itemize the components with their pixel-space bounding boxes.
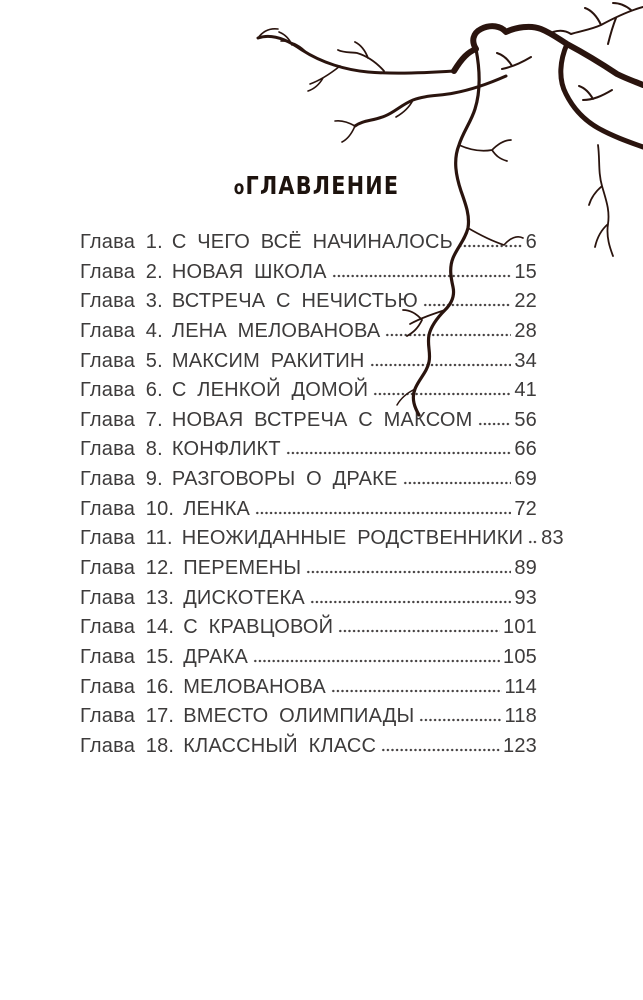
dotted-leader	[403, 481, 512, 485]
toc-entry-label: Глава 3.	[80, 290, 163, 313]
dotted-leader	[528, 540, 538, 544]
toc-entry[interactable]	[80, 409, 537, 439]
toc-entry-page: 6	[525, 231, 537, 253]
toc-entry-title: ВМЕСТО ОЛИМПИАДЫ	[183, 705, 415, 728]
dotted-leader	[370, 363, 512, 367]
toc-entry-title: МАКСИМ РАКИТИН	[171, 349, 365, 372]
toc-entry-page: 41	[514, 379, 537, 402]
toc-entry[interactable]	[80, 587, 537, 617]
toc-entry-page: 123	[503, 734, 537, 757]
toc-entry[interactable]	[80, 320, 537, 350]
toc-entry-title: ВСТРЕЧА С НЕЧИСТЬЮ	[171, 290, 418, 313]
toc-entry-label: Глава 2.	[80, 260, 163, 283]
toc-entry[interactable]	[80, 527, 564, 557]
toc-entry-label: Глава 17.	[80, 705, 175, 728]
toc-entry-title: КОНФЛИКТ	[171, 438, 281, 461]
toc-entry-page: 22	[514, 290, 537, 313]
toc-entry-label: Глава 4.	[80, 319, 163, 342]
toc-entry[interactable]	[80, 705, 537, 735]
toc-entry[interactable]	[80, 646, 537, 676]
toc-entry-page: 28	[514, 319, 537, 342]
toc-entry-title: МЕЛОВАНОВА	[183, 675, 326, 698]
toc-entry-page: 83	[541, 527, 564, 550]
toc-entry-label: Глава 9.	[80, 468, 163, 491]
toc-entry-label: Глава 7.	[80, 408, 163, 431]
dotted-leader	[381, 748, 500, 752]
toc-entry-label: Глава 6.	[80, 379, 163, 402]
toc-entry[interactable]	[80, 468, 537, 498]
toc-entry-label: Глава 10.	[80, 497, 175, 520]
toc-entry[interactable]	[80, 438, 537, 468]
toc-entry-title: ДРАКА	[183, 645, 249, 668]
toc-entry[interactable]	[80, 261, 537, 291]
toc-entry-page: 69	[514, 468, 537, 491]
toc-entry-title: НЕОЖИДАННЫЕ РОДСТВЕННИКИ	[181, 527, 524, 550]
dotted-leader	[458, 244, 523, 248]
toc-entry-title: С ЧЕГО ВСЁ НАЧИНАЛОСЬ	[171, 231, 453, 253]
toc-entry[interactable]	[80, 616, 537, 646]
dotted-leader	[332, 274, 512, 278]
dotted-leader	[423, 303, 511, 307]
table-of-contents	[80, 231, 564, 765]
toc-entry-page: 34	[514, 349, 537, 372]
toc-entry-page: 56	[514, 408, 537, 431]
dotted-leader	[310, 600, 511, 604]
toc-entry-title: НОВАЯ ВСТРЕЧА С МАКСОМ	[171, 408, 473, 431]
toc-entry-title: РАЗГОВОРЫ О ДРАКЕ	[171, 468, 398, 491]
dotted-leader	[255, 511, 511, 515]
toc-entry[interactable]	[80, 290, 537, 320]
toc-entry-page: 105	[503, 645, 537, 668]
toc-entry[interactable]	[80, 350, 537, 380]
toc-entry-title: НОВАЯ ШКОЛА	[171, 260, 327, 283]
toc-entry-title: С КРАВЦОВОЙ	[183, 616, 334, 639]
toc-entry[interactable]	[80, 676, 537, 706]
dotted-leader	[419, 718, 501, 722]
toc-entry-title: ЛЕНА МЕЛОВАНОВА	[171, 319, 381, 342]
toc-entry-page: 114	[504, 675, 537, 698]
toc-entry-label: Глава 8.	[80, 438, 163, 461]
toc-entry-title: КЛАССНЫЙ КЛАСС	[183, 734, 377, 757]
toc-entry-label: Глава 12.	[80, 557, 175, 580]
toc-entry-title: ДИСКОТЕКА	[183, 586, 305, 609]
toc-entry[interactable]	[80, 498, 537, 528]
toc-entry-title: ПЕРЕМЕНЫ	[183, 557, 302, 580]
toc-entry-label: Глава 13.	[80, 586, 175, 609]
toc-entry-label: Глава 11.	[80, 527, 173, 550]
dotted-leader	[253, 659, 500, 663]
toc-entry-page: 118	[504, 705, 537, 728]
toc-entry-label: Глава 16.	[80, 675, 175, 698]
toc-entry-page: 101	[503, 616, 537, 639]
toc-entry-label: Глава 5.	[80, 349, 163, 372]
toc-entry[interactable]	[80, 231, 537, 261]
toc-entry-title: С ЛЕНКОЙ ДОМОЙ	[171, 379, 369, 402]
toc-entry-page: 72	[514, 497, 537, 520]
toc-entry-label: Глава 14.	[80, 616, 175, 639]
dotted-leader	[286, 451, 512, 455]
dotted-leader	[385, 333, 511, 337]
dotted-leader	[373, 392, 511, 396]
toc-entry-label: Глава 1.	[80, 231, 163, 253]
toc-entry-page: 66	[514, 438, 537, 461]
dotted-leader	[338, 629, 500, 633]
toc-entry-label: Глава 15.	[80, 645, 175, 668]
dotted-leader	[331, 689, 502, 693]
toc-entry-title: ЛЕНКА	[183, 497, 251, 520]
toc-entry-page: 93	[514, 586, 537, 609]
page-title: оГЛАВЛЕНИЕ	[233, 171, 400, 200]
dotted-leader	[478, 422, 512, 426]
dotted-leader	[306, 570, 511, 574]
toc-entry-page: 89	[514, 557, 537, 580]
toc-entry-page: 15	[514, 260, 537, 283]
toc-entry[interactable]	[80, 379, 537, 409]
toc-entry[interactable]	[80, 735, 537, 765]
toc-entry[interactable]	[80, 557, 537, 587]
toc-entry-label: Глава 18.	[80, 734, 175, 757]
